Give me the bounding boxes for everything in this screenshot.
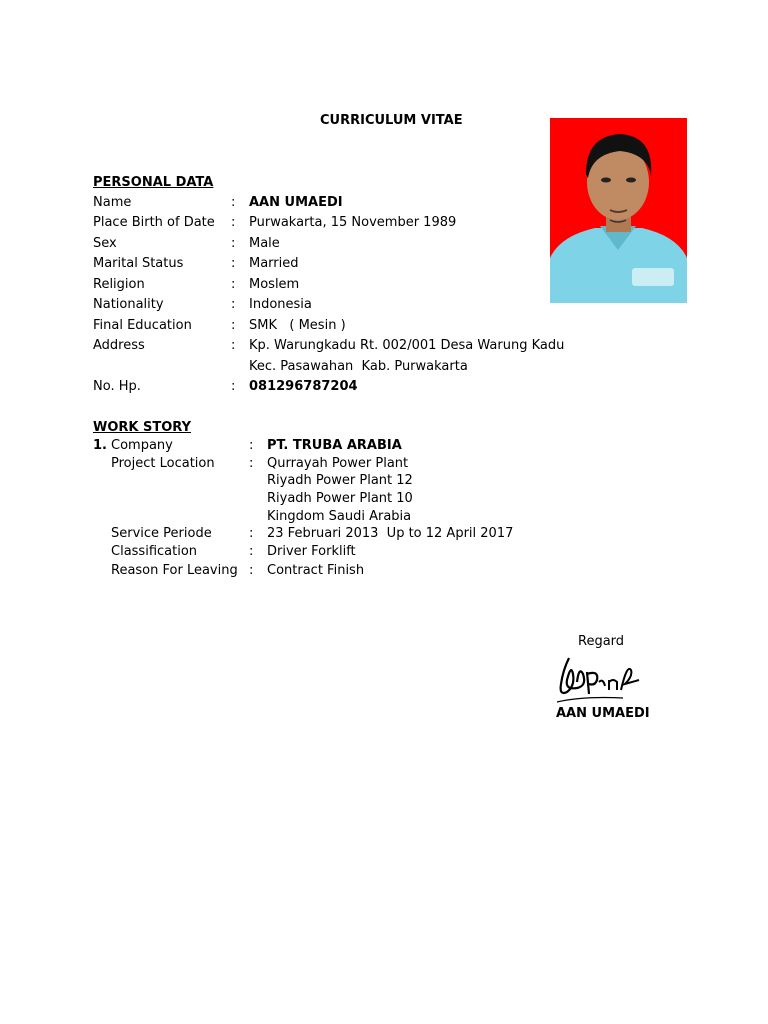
location-item: Kingdom Saudi Arabia [267,509,412,524]
label-classification: Classification [111,544,198,559]
colon: : [249,438,254,453]
colon: : [231,277,236,292]
value-name: AAN UMAEDI [249,195,343,210]
value-service-period: 23 Februari 2013 Up to 12 April 2017 [267,526,514,541]
document-title: CURRICULUM VITAE [320,113,463,128]
colon: : [231,338,236,353]
value-marital: Married [249,256,299,271]
label-education: Final Education [93,318,192,333]
value-classification: Driver Forklift [267,544,356,559]
value-company: PT. TRUBA ARABIA [267,438,402,453]
label-reason-leaving: Reason For Leaving [111,563,238,578]
value-address-line1: Kp. Warungkadu Rt. 002/001 Desa Warung Kadu [249,338,565,353]
colon: : [249,544,254,559]
value-address-line2: Kec. Pasawahan Kab. Purwakarta [249,359,468,374]
regard-text: Regard [578,634,625,649]
label-company: Company [111,438,173,453]
colon: : [231,379,236,394]
value-education: SMK ( Mesin ) [249,318,346,333]
location-item: Riyadh Power Plant 10 [267,491,413,506]
work-story-heading: WORK STORY [93,420,191,435]
colon: : [231,215,236,230]
colon: : [249,526,254,541]
label-religion: Religion [93,277,145,292]
value-nationality: Indonesia [249,297,312,312]
profile-photo [550,118,687,303]
label-phone: No. Hp. [93,379,141,394]
value-reason-leaving: Contract Finish [267,563,365,578]
label-nationality: Nationality [93,297,164,312]
label-address: Address [93,338,145,353]
location-item: Qurrayah Power Plant [267,456,409,471]
colon: : [231,297,236,312]
location-item: Riyadh Power Plant 12 [267,473,413,488]
signature-name: AAN UMAEDI [556,706,650,721]
label-service-period: Service Periode [111,526,212,541]
label-sex: Sex [93,236,117,251]
colon: : [249,456,254,471]
work-item-number: 1. [93,438,107,453]
colon: : [231,318,236,333]
label-birth: Place Birth of Date [93,215,215,230]
personal-data-heading: PERSONAL DATA [93,175,214,190]
label-marital: Marital Status [93,256,184,271]
value-sex: Male [249,236,280,251]
person-portrait-icon [550,118,687,303]
label-name: Name [93,195,132,210]
colon: : [249,563,254,578]
colon: : [231,195,236,210]
label-project-location: Project Location [111,456,215,471]
value-birth: Purwakarta, 15 November 1989 [249,215,457,230]
colon: : [231,236,236,251]
colon: : [231,256,236,271]
value-religion: Moslem [249,277,300,292]
value-phone: 081296787204 [249,379,358,394]
signature-icon [553,650,643,708]
